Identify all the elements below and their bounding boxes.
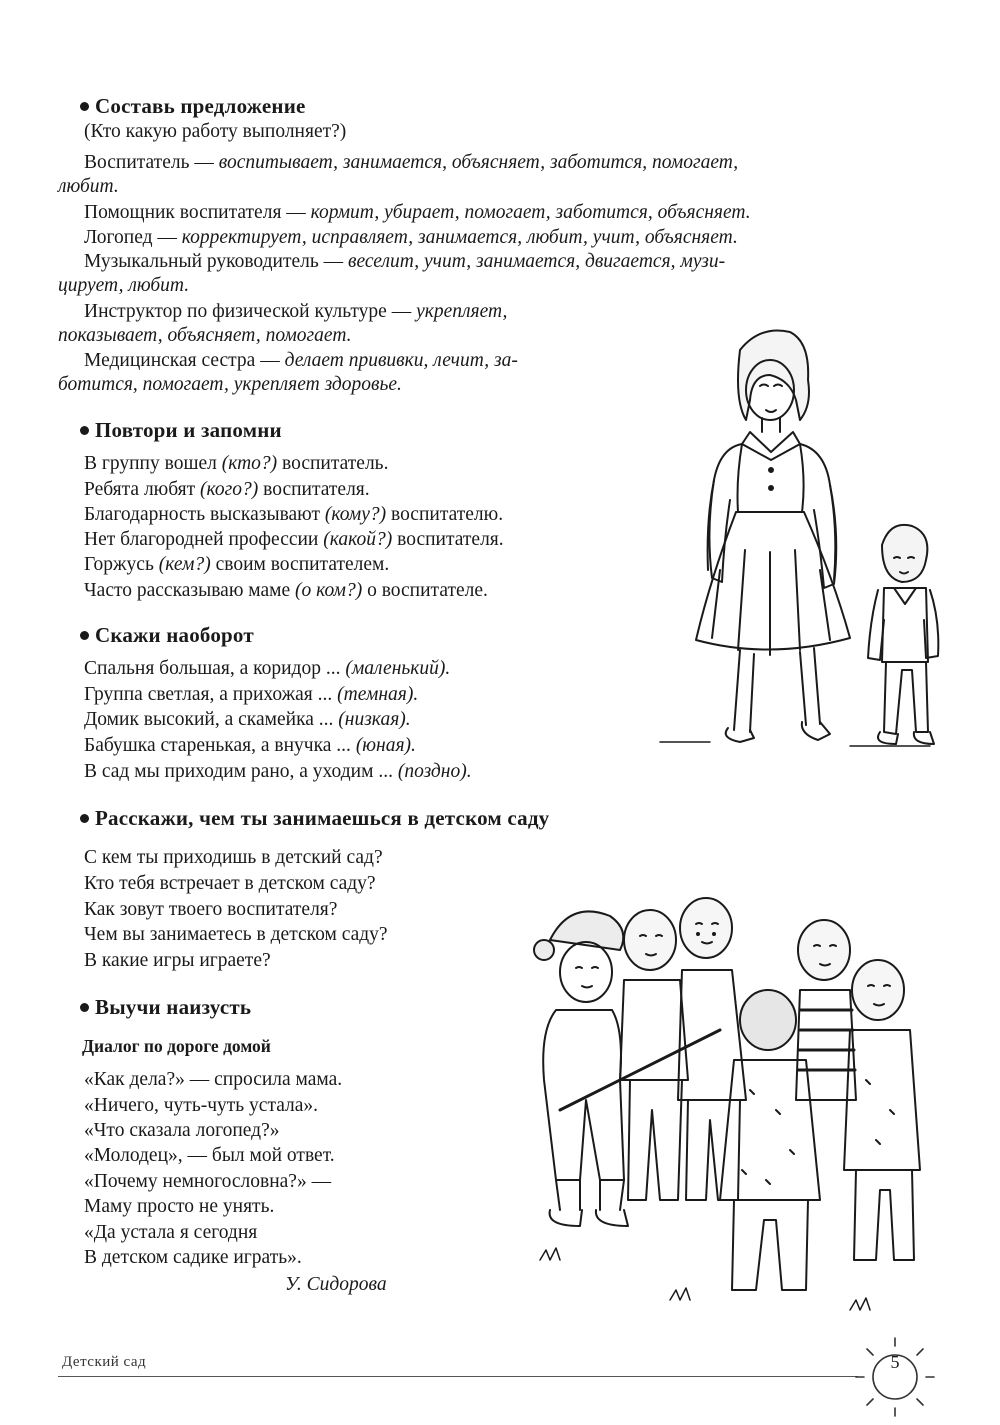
text-line: Часто рассказываю маме (о ком?) о воспитателе.	[84, 580, 488, 601]
section-heading-compose: Составь предложение	[80, 94, 306, 119]
bullet-icon	[80, 1003, 89, 1012]
text-line: Помощник воспитателя — кормит, убирает, помогает, заботится, объясняет.	[84, 202, 751, 223]
text-line: Группа светлая, а прихожая ... (темная).	[84, 684, 419, 705]
text-line: Горжусь (кем?) своим воспитателем.	[84, 554, 390, 575]
section-heading-repeat: Повтори и запомни	[80, 418, 282, 443]
bullet-icon	[80, 814, 89, 823]
question-line: Кто тебя встречает в детском саду?	[84, 873, 376, 894]
text-line: показывает, объясняет, помогает.	[58, 325, 352, 346]
poem-line: «Молодец», — был мой ответ.	[84, 1145, 335, 1166]
poem-line: «Что сказала логопед?»	[84, 1120, 280, 1141]
section-heading-opposite: Скажи наоборот	[80, 623, 254, 648]
teacher-with-child-illustration	[650, 320, 950, 770]
section-subtitle: (Кто какую работу выполняет?)	[84, 121, 347, 142]
section-heading-learn: Выучи наизусть	[80, 995, 251, 1020]
poem-line: Маму просто не унять.	[84, 1196, 275, 1217]
text-line: В сад мы приходим рано, а уходим ... (поздно).	[84, 761, 472, 782]
poem-line: «Почему немногословна?» —	[84, 1171, 332, 1192]
text-line: Логопед — корректирует, исправляет, занимается, любит, учит, объясняет.	[84, 227, 738, 248]
text-line: ботится, помогает, укрепляет здоровье.	[58, 374, 402, 395]
footer-divider	[58, 1376, 858, 1377]
question-line: Чем вы занимаетесь в детском саду?	[84, 924, 388, 945]
poem-line: «Как дела?» — спросила мама.	[84, 1069, 343, 1090]
page-number: 5	[890, 1352, 900, 1372]
children-group-illustration	[520, 880, 940, 1330]
text-line: В группу вошел (кто?) воспитатель.	[84, 453, 389, 474]
text-line: Бабушка старенькая, а внучка ... (юная).	[84, 735, 416, 756]
text-line: цирует, любит.	[58, 275, 190, 296]
bullet-icon	[80, 102, 89, 111]
text-line: Нет благородней профессии (какой?) воспитателя.	[84, 529, 504, 550]
text-line: Ребята любят (кого?) воспитателя.	[84, 479, 370, 500]
text-line: Инструктор по физической культуре — укрепляет,	[84, 301, 508, 322]
text-line: Благодарность высказывают (кому?) воспитателю.	[84, 504, 504, 525]
poem-author: У. Сидорова	[285, 1274, 387, 1295]
footer-label: Детский сад	[62, 1354, 147, 1370]
question-line: Как зовут твоего воспитателя?	[84, 899, 338, 920]
poem-line: «Да устала я сегодня	[84, 1222, 258, 1243]
poem-line: В детском садике играть».	[84, 1247, 302, 1268]
text-line: Медицинская сестра — делает прививки, лечит, за-	[84, 350, 518, 371]
question-line: В какие игры играете?	[84, 950, 271, 971]
bullet-icon	[80, 631, 89, 640]
sun-page-badge-icon	[852, 1334, 938, 1420]
poem-title: Диалог по дороге домой	[82, 1036, 271, 1056]
text-line: Домик высокий, а скамейка ... (низкая).	[84, 709, 411, 730]
text-line: Воспитатель — воспитывает, занимается, объясняет, заботится, помогает,	[84, 152, 739, 173]
section-heading-tell: Расскажи, чем ты занимаешься в детском саду	[80, 806, 549, 831]
bullet-icon	[80, 426, 89, 435]
text-line: Музыкальный руководитель — веселит, учит, занимается, двигается, музи-	[84, 251, 726, 272]
text-line: Спальня большая, а коридор ... (маленький).	[84, 658, 451, 679]
poem-line: «Ничего, чуть-чуть устала».	[84, 1095, 319, 1116]
question-line: С кем ты приходишь в детский сад?	[84, 847, 383, 868]
text-line: любит.	[58, 176, 119, 197]
